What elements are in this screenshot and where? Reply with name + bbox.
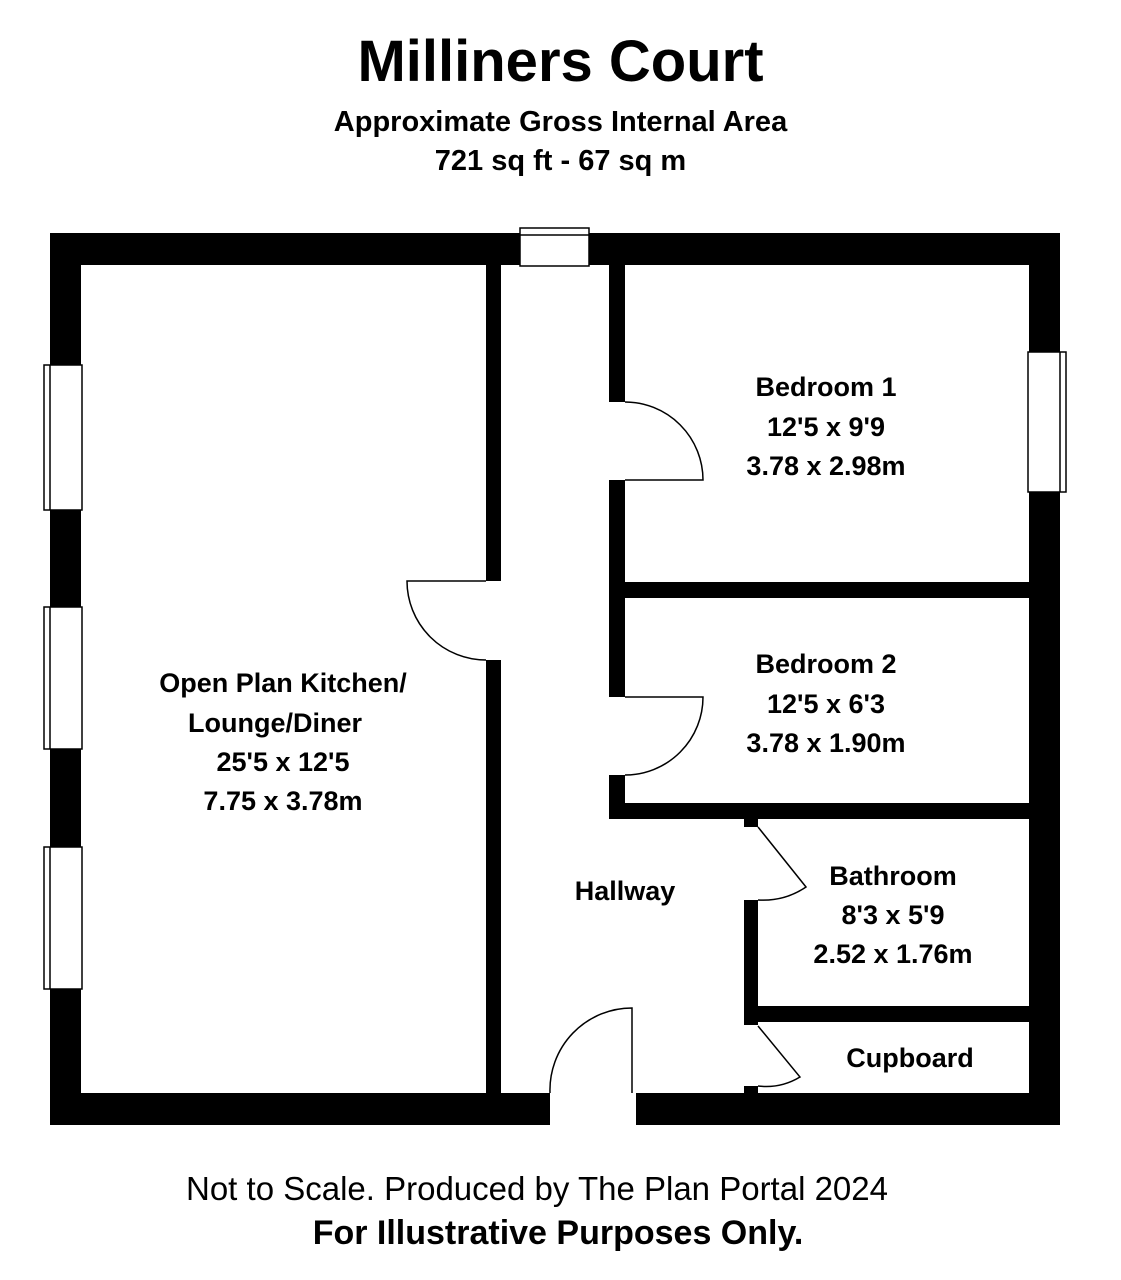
hall-bed1-wall-upper	[609, 265, 625, 402]
hallway-label: Hallway	[574, 876, 676, 906]
footer-note: Not to Scale. Produced by The Plan Portal 2024	[186, 1170, 888, 1207]
room-labels	[159, 372, 974, 1073]
kitchen-label-line1: Open Plan Kitchen/	[159, 668, 407, 698]
plan-area: 721 sq ft - 67 sq m	[434, 145, 687, 177]
bedroom1-imperial: 12'5 x 9'9	[767, 412, 885, 442]
door-bedroom-1	[625, 402, 703, 480]
kitchen-hall-wall-upper	[486, 265, 501, 581]
cupboard-wall-lower	[744, 1086, 758, 1093]
bath-wall-upper	[744, 819, 758, 827]
window-top	[520, 228, 589, 266]
kitchen-imperial: 25'5 x 12'5	[216, 747, 350, 777]
door-bedroom-2	[625, 697, 703, 775]
bathroom-label: Bathroom	[829, 861, 957, 891]
footer-disclaimer: For Illustrative Purposes Only.	[312, 1214, 804, 1252]
bedroom2-label: Bedroom 2	[755, 649, 897, 679]
plan-subtitle: Approximate Gross Internal Area	[333, 106, 788, 138]
bedroom1-metric: 3.78 x 2.98m	[746, 451, 906, 481]
door-entrance	[550, 1008, 632, 1093]
bathroom-metric: 2.52 x 1.76m	[813, 939, 973, 969]
bath-wall-lower	[744, 900, 758, 1025]
bath-cupboard-wall	[758, 1006, 1029, 1022]
bed1-bed2-wall	[609, 582, 1029, 598]
bottom-wall-right	[636, 1093, 1060, 1125]
bedroom2-imperial: 12'5 x 6'3	[767, 689, 885, 719]
bottom-wall-left	[50, 1093, 550, 1125]
bedroom1-label: Bedroom 1	[755, 372, 897, 402]
kitchen-hall-wall-lower	[486, 660, 501, 1093]
bedroom2-metric: 3.78 x 1.90m	[746, 728, 906, 758]
kitchen-label-line2: Lounge/Diner	[188, 708, 362, 738]
door-kitchen	[407, 581, 486, 660]
door-bathroom	[758, 827, 806, 900]
plan-title: Milliners Court	[357, 29, 764, 94]
bathroom-imperial: 8'3 x 5'9	[841, 900, 945, 930]
top-wall-left	[50, 233, 520, 265]
cupboard-label: Cupboard	[846, 1043, 974, 1073]
kitchen-metric: 7.75 x 3.78m	[203, 786, 363, 816]
top-wall-right	[589, 233, 1060, 265]
door-cupboard	[758, 1026, 800, 1086]
bed2-bath-wall	[609, 803, 1029, 819]
